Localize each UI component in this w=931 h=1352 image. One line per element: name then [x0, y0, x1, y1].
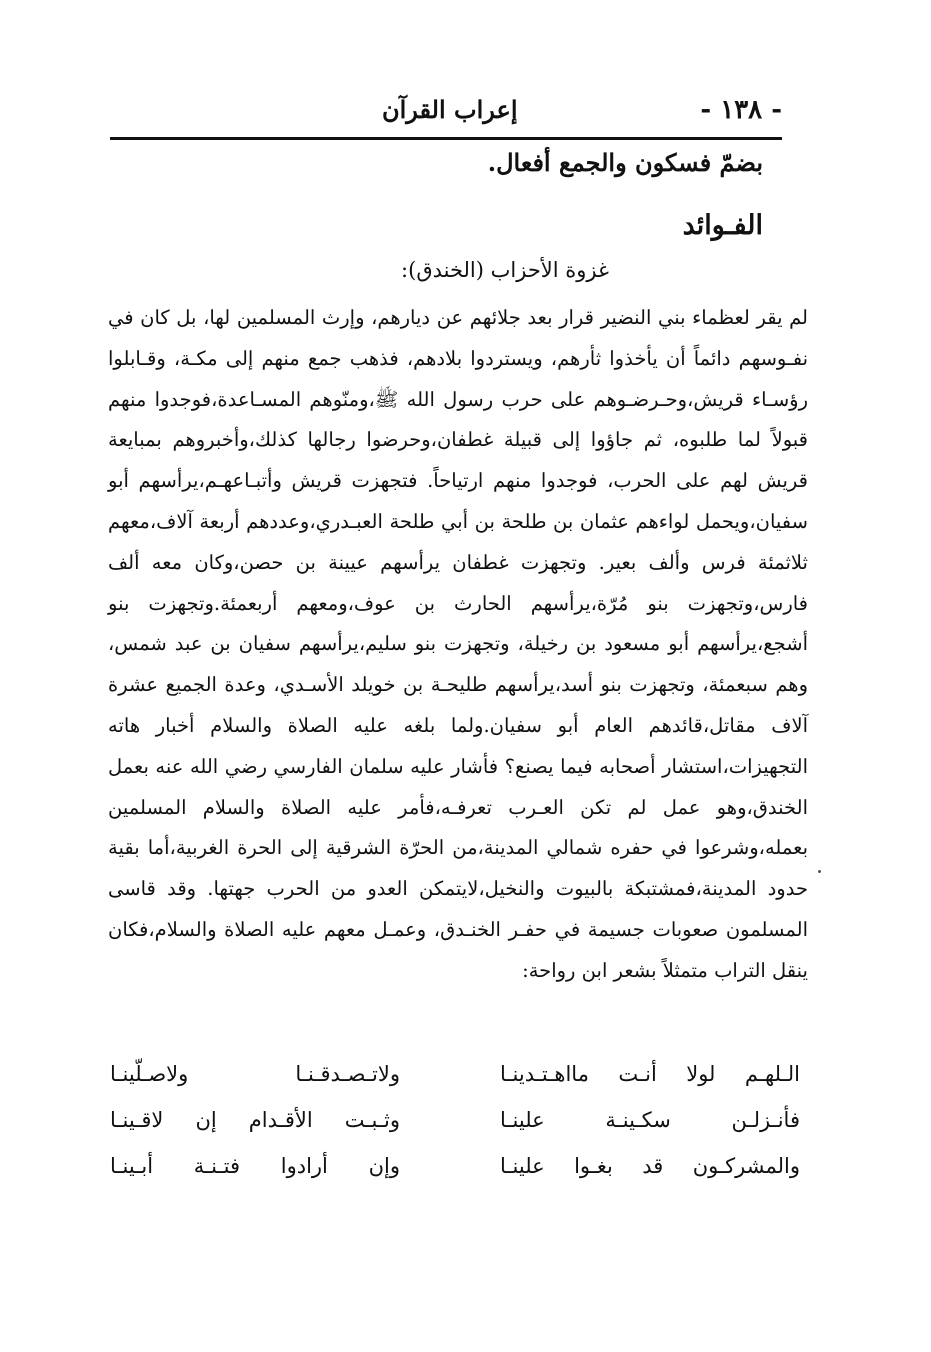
body-text: [108, 298, 808, 992]
poem: [110, 1062, 800, 1200]
poem-hemistich-first: الـلهـم لولا أنـت مااهـتـدينـا: [500, 1062, 800, 1086]
poem-hemistich-first: والمشركـون قد بغـوا علينـا: [500, 1154, 800, 1178]
page-header: [112, 95, 782, 135]
poem-verse: [110, 1062, 800, 1108]
poem-hemistich-second: وإن أرادوا فتـنـة أبـينـا: [110, 1154, 400, 1178]
scan-speck: [818, 870, 821, 873]
poem-hemistich-second: وثـبـت الأقـدام إن لاقـينـا: [110, 1108, 400, 1132]
book-title: إعراب القرآن: [382, 95, 518, 124]
section-heading: الفـوائد: [682, 210, 763, 241]
body-paragraph: لم يقر لعظماء بني النضير قرار بعد جلائهم عن ديارهم، وإرث المسلمين لها، بل كان في نفـوسهم دائماً أن يأخذوا ثأرهم، ويستردوا بلادهم، فذهب جمع منهم إلى مكـة، وقـابلوا رؤسـاء قريش،وحـرضـوهم على حرب رسول الله ﷺ،ومنّوهم المسـاعدة،فوجدوا منهم قبولاً لما طلبوه، ثم جاؤوا إلى قبيلة غطفان،وحرضوا رجالها كذلك،وأخبروهم بمبايعة قريش لهم على الحرب، فوجدوا منهم ارتياحاً. فتجهزت قريش وأتبـاعهـم،يرأسهم أبو سفيان،ويحمل لواءهم عثمان بن طلحة بن أبي طلحة العبـدري،وعددهم أربعة آلاف،معهم ثلاثمئة فرس وألف بعير. وتجهزت غطفان يرأسهم عيينة بن حصن،وكان معه ألف فارس،وتجهزت بنو مُرّة،يرأسهم الحارث بن عوف،ومعهم أربعمئة.وتجهزت بنو أشجع،يرأسهم أبو مسعود بن رخيلة، وتجهزت بنو سليم،يرأسهم سفيان بن عبد شمس، وهم سبعمئة، وتجهزت بنو أسد،يرأسهم طليحـة بن خويلد الأسـدي، وعدة الجميع عشرة آلاف مقاتل،قائدهم العام أبو سفيان.ولما بلغه عليه الصلاة والسلام أخبار هاته التجهيزات،استشار أصحابه فيما يصنع؟ فأشار عليه سلمان الفارسي رضي الله عنه بعمل الخندق،وهو عمل لم تكن العـرب تعرفـه،فأمر عليه الصلاة والسلام المسلمين بعمله،وشرعوا في حفره شمالي المدينة،من الحرّة الشرقية إلى الحرة الغربية،أما بقية حدود المدينة،فمشتبكة بالبيوت والنخيل،لايتمكن العدو من الحرب جهتها. وقد قاسى المسلمون صعوبات جسيمة في حفـر الخنـدق، وعمـل معهم عليه الصلاة والسلام،فكان ينقل التراب متمثلاً بشعر ابن رواحة:: [108, 306, 808, 982]
poem-hemistich-first: فأنـزلـن سكـينـة علينـا: [500, 1108, 800, 1132]
header-rule: [110, 137, 782, 140]
poem-hemistich-second: ولاتـصـدقـنـا ولاصـلّينـا: [110, 1062, 400, 1086]
poem-verse: [110, 1154, 800, 1200]
poem-verse: [110, 1108, 800, 1154]
page-number: - ١٣٨ -: [700, 95, 782, 125]
continued-text-line: بضمّ فسكون والجمع أفعال.: [487, 148, 763, 177]
subheading: غزوة الأحزاب (الخندق):: [401, 258, 609, 282]
